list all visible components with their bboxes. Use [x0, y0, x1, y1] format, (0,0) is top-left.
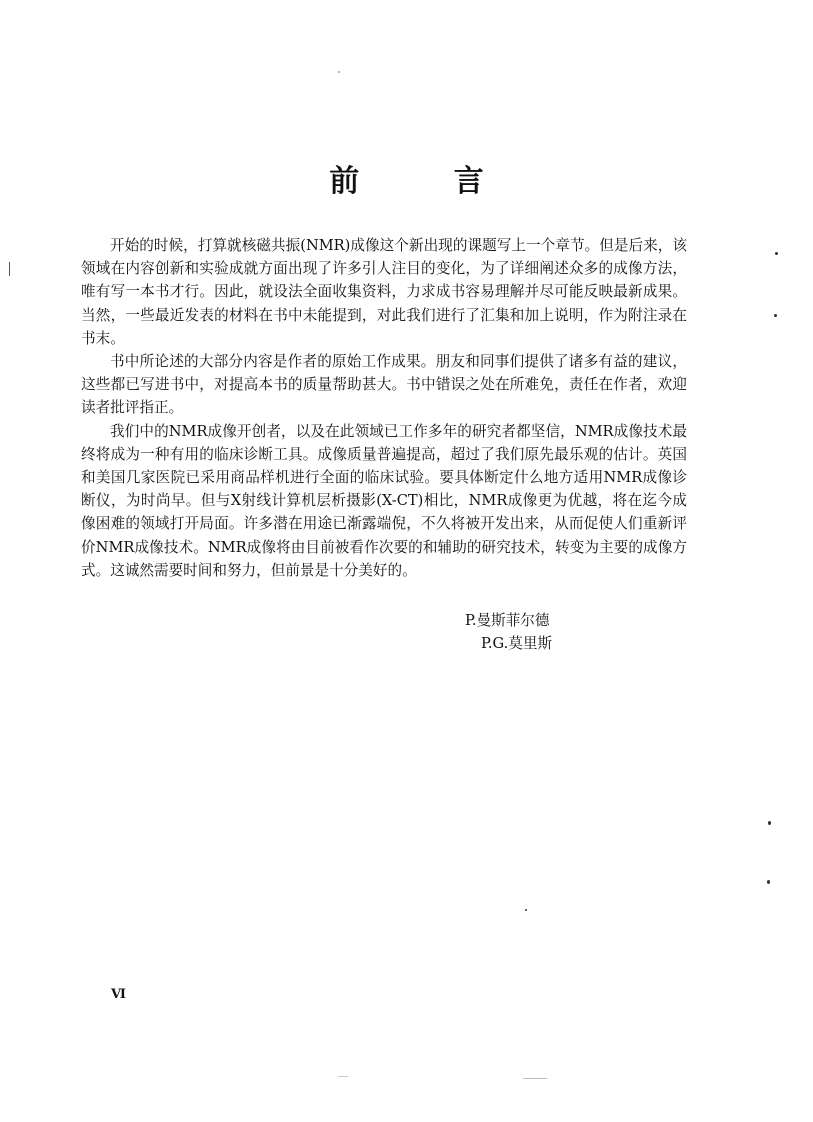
preface-body: [81, 234, 687, 582]
page-number: Ⅵ: [111, 987, 126, 1002]
scan-speck: [523, 1078, 547, 1079]
scan-speck: [775, 252, 778, 255]
scan-speck: [767, 880, 770, 884]
scan-speck: [774, 314, 777, 317]
paragraph-2: 书中所论述的大部分内容是作者的原始工作成果。朋友和同事们提供了诸多有益的建议，这些都已写进书中，对提高本书的质量帮助甚大。书中错误之处在所难免，责任在作者，欢迎读者批评指正。: [81, 353, 687, 417]
author-name-1: P.曼斯菲尔德: [465, 612, 550, 629]
scan-speck: [338, 71, 340, 73]
scan-speck: [768, 821, 771, 825]
paragraph-3: 我们中的NMR成像开创者，以及在此领域已工作多年的研究者都坚信，NMR成像技术最终将成为一种有用的临床诊断工具。成像质量普遍提高，超过了我们原先最乐观的估计。英国和美国几家医院已采用商品样机进行全面的临床试验。要具体断定什么地方适用NMR成像诊断仪，为时尚早。但与X射线计算机层析摄影(X-CT)相比，NMR成像更为优越，将在迄今成像困难的领域打开局面。许多潜在用途已渐露端倪，不久将被开发出来，从而促使人们重新评价NMR成像技术。NMR成像将由目前被看作次要的和辅助的研究技术，转变为主要的成像方式。这诚然需要时间和努力，但前景是十分美好的。: [81, 422, 687, 579]
scan-speck: [525, 909, 527, 911]
paragraph-1: 开始的时候，打算就核磁共振(NMR)成像这个新出现的课题写上一个章节。但是后来，该领域在内容创新和实验成就方面出现了许多引人注目的变化，为了详细阐述众多的成像方法，唯有写一本书才行。因此，就设法全面收集资料，力求成书容易理解并尽可能反映最新成果。当然，一些最近发表的材料在书中未能提到，对此我们进行了汇集和加上说明，作为附注录在书末。: [81, 237, 687, 347]
scan-speck: [338, 1076, 348, 1077]
scan-edge-mark: [9, 262, 10, 276]
page-title: 前 言: [329, 164, 526, 199]
author-name-2: P.G.莫里斯: [481, 635, 553, 652]
